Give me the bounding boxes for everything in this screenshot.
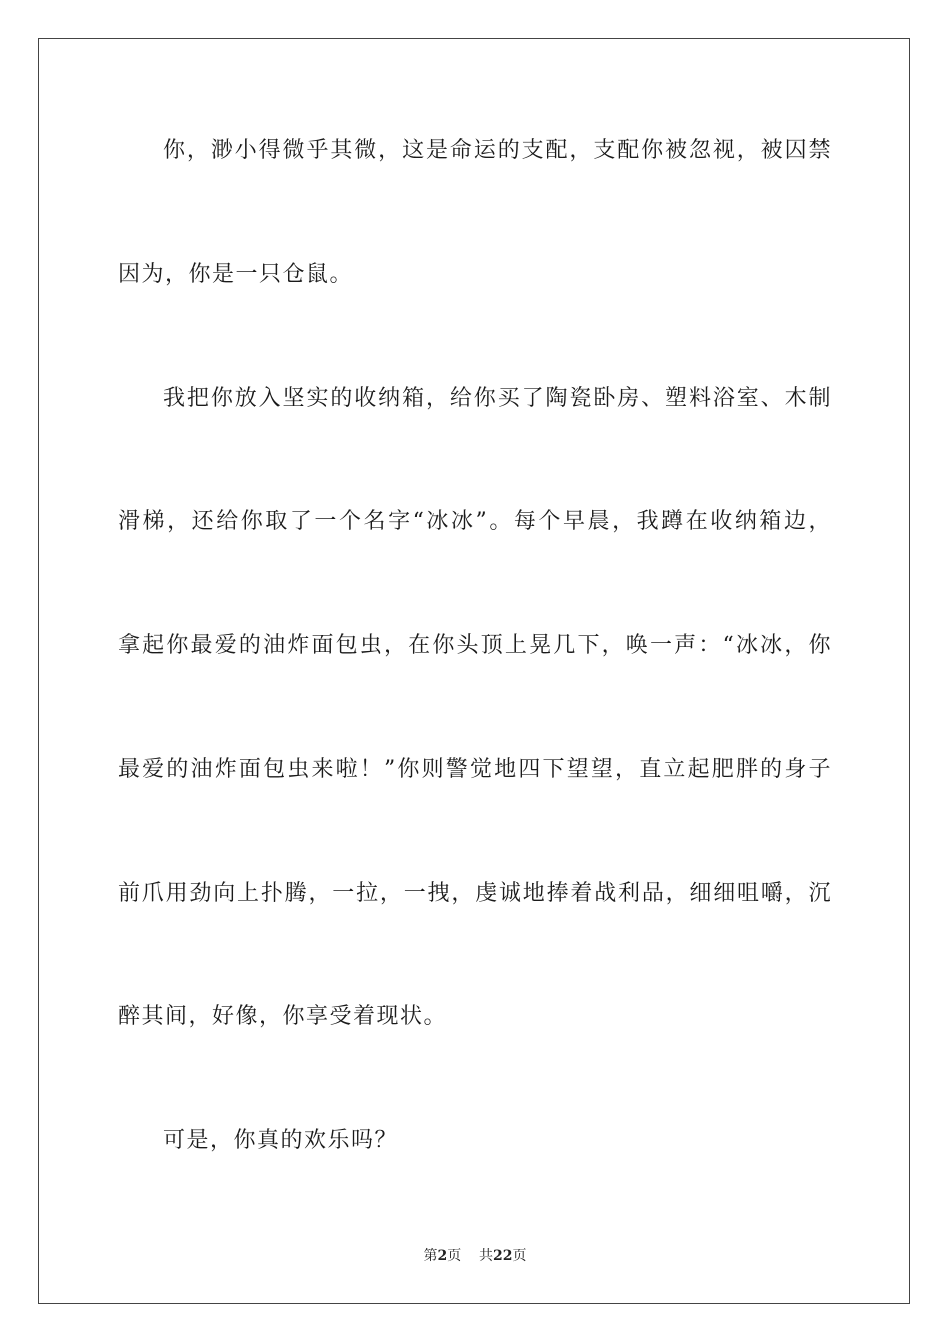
footer-spacer <box>461 1248 479 1264</box>
text-line-3: 我把你放入坚实的收纳箱，给你买了陶瓷卧房、塑料浴室、木制 <box>163 386 832 411</box>
footer-page-number: 2 <box>437 1248 448 1264</box>
text-line-9: 可是，你真的欢乐吗？ <box>163 1128 399 1153</box>
text-line-5: 拿起你最爱的油炸面包虫，在你头顶上晃几下，唤一声：“冰冰，你 <box>118 633 832 658</box>
page-footer <box>0 1246 950 1266</box>
footer-page-suffix: 页 <box>447 1248 462 1264</box>
footer-total-pages: 22 <box>493 1248 513 1264</box>
page-border <box>38 38 910 1304</box>
text-line-1: 你，渺小得微乎其微，这是命运的支配，支配你被忽视，被囚禁 <box>163 138 832 163</box>
text-line-8: 醉其间，好像，你享受着现状。 <box>118 1004 448 1029</box>
text-line-6: 最爱的油炸面包虫来啦！”你则警觉地四下望望，直立起肥胖的身子 <box>118 757 832 782</box>
footer-page-prefix: 第 <box>423 1248 438 1264</box>
text-line-7: 前爪用劲向上扑腾，一拉，一拽，虔诚地捧着战利品，细细咀嚼，沉 <box>118 881 832 906</box>
text-line-2: 因为，你是一只仓鼠。 <box>118 262 354 287</box>
footer-total-prefix: 共 <box>479 1248 494 1264</box>
footer-total-suffix: 页 <box>512 1248 527 1264</box>
text-line-4: 滑梯，还给你取了一个名字“冰冰”。每个早晨，我蹲在收纳箱边， <box>118 509 832 534</box>
